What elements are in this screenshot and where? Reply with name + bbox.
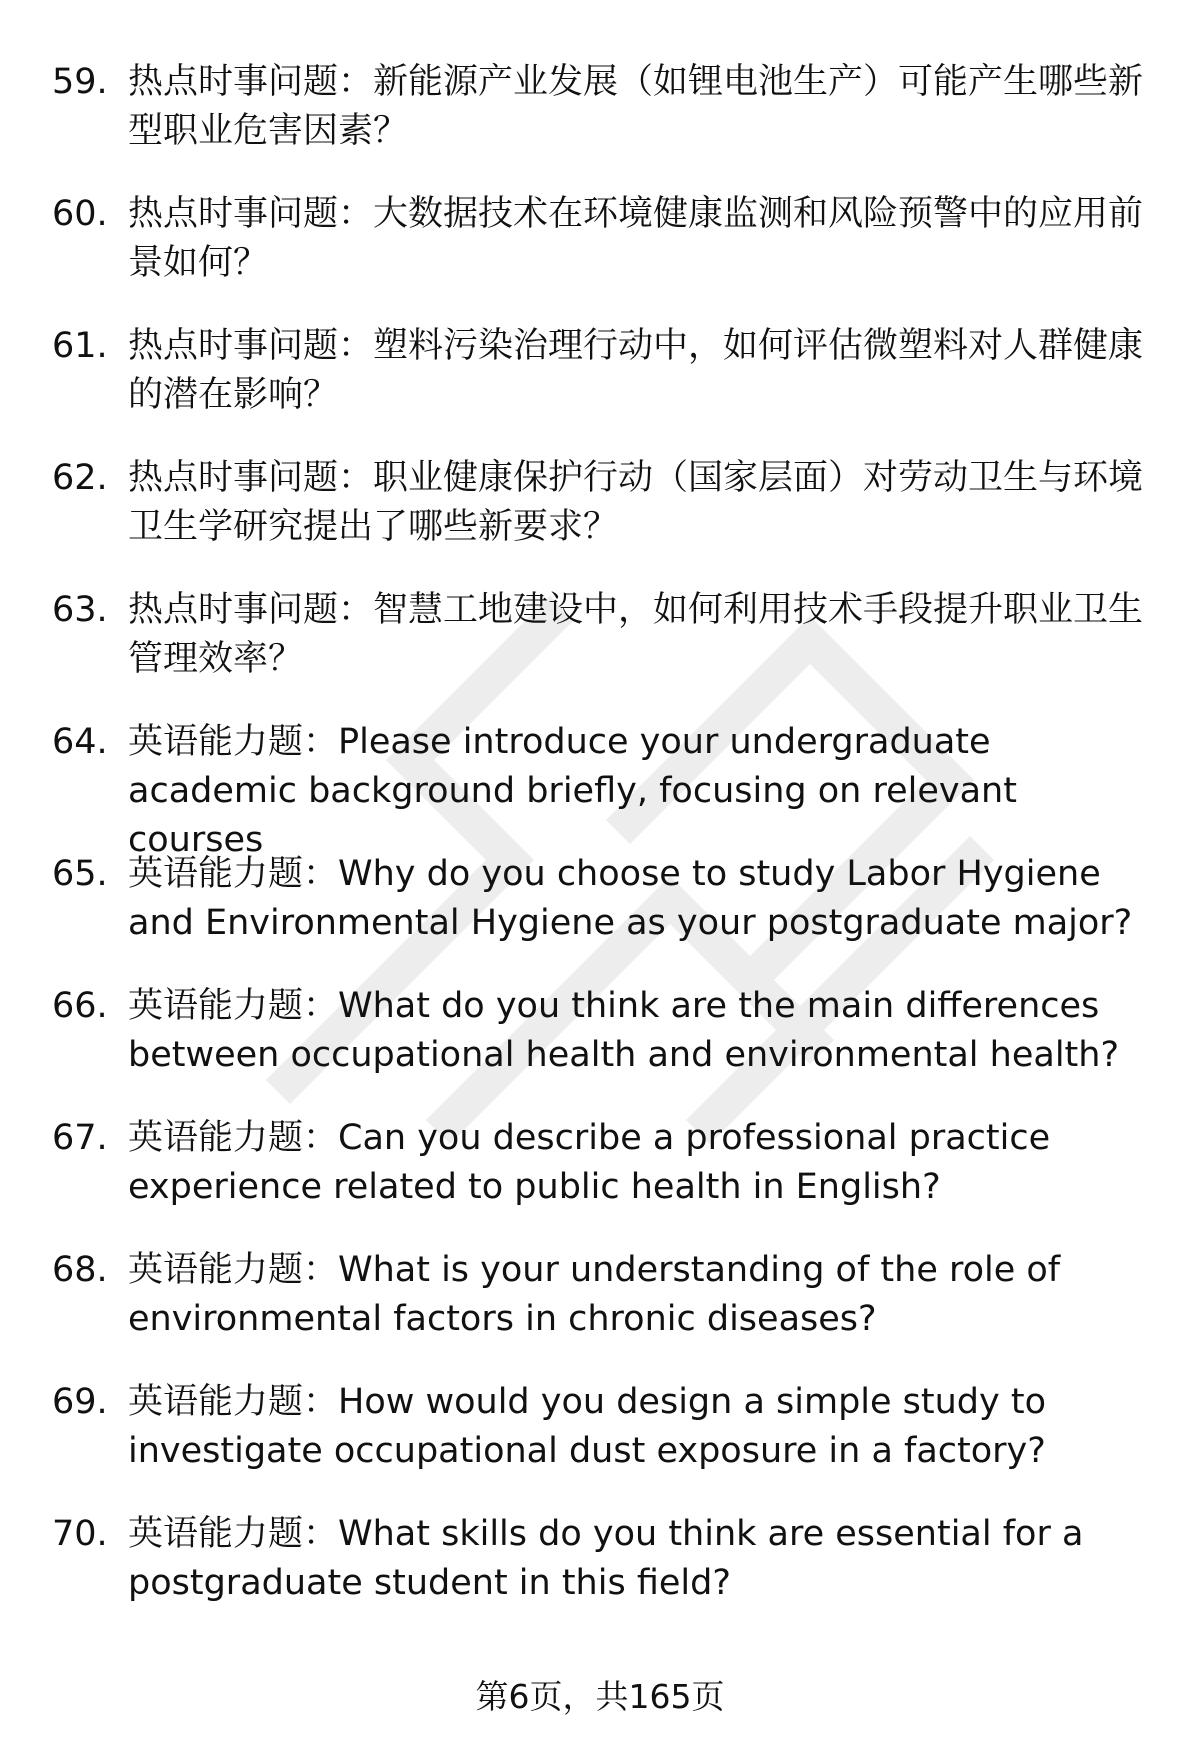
question-item (0, 1378, 1200, 1510)
question-number: 63. (52, 590, 108, 630)
question-text: 英语能力题：Please introduce your undergraduate academic background briefly, focusing on relevant courses (128, 722, 1017, 860)
question-number: 59. (52, 62, 108, 102)
question-item (0, 1246, 1200, 1378)
question-number: 64. (52, 722, 108, 762)
question-number: 70. (52, 1514, 108, 1554)
question-number: 69. (52, 1382, 108, 1422)
question-text: 英语能力题：What is your understanding of the role of environmental factors in chronic diseases? (128, 1250, 1061, 1339)
page-footer: 第6页，共165页 (475, 1677, 725, 1716)
question-text: 英语能力题：Why do you choose to study Labor Hygiene and Environmental Hygiene as your postgraduate major? (128, 854, 1133, 943)
question-item (0, 454, 1200, 586)
question-text: 热点时事问题：智慧工地建设中，如何利用技术手段提升职业卫生管理效率？ (128, 590, 1144, 679)
question-text: 热点时事问题：塑料污染治理行动中，如何评估微塑料对人群健康的潜在影响？ (128, 326, 1144, 415)
question-number: 68. (52, 1250, 108, 1290)
question-number: 62. (52, 458, 108, 498)
question-text: 热点时事问题：新能源产业发展（如锂电池生产）可能产生哪些新型职业危害因素？ (128, 62, 1144, 151)
question-number: 60. (52, 194, 108, 234)
question-item (0, 322, 1200, 454)
question-text: 热点时事问题：职业健康保护行动（国家层面）对劳动卫生与环境卫生学研究提出了哪些新要求？ (128, 458, 1144, 547)
question-text: 热点时事问题：大数据技术在环境健康监测和风险预警中的应用前景如何？ (128, 194, 1144, 283)
question-number: 61. (52, 326, 108, 366)
question-number: 65. (52, 854, 108, 894)
question-text: 英语能力题：What skills do you think are essential for a postgraduate student in this field? (128, 1514, 1084, 1603)
question-item (0, 1114, 1200, 1246)
question-text: 英语能力题：Can you describe a professional practice experience related to public health in English? (128, 1118, 1051, 1207)
question-item (0, 982, 1200, 1114)
question-list (0, 58, 1200, 1642)
question-item (0, 58, 1200, 190)
question-item (0, 850, 1200, 982)
question-text: 英语能力题：What do you think are the main differences between occupational health and environmental health? (128, 986, 1120, 1075)
question-text: 英语能力题：How would you design a simple study to investigate occupational dust exposure in a factory? (128, 1382, 1046, 1471)
question-item (0, 718, 1200, 860)
question-item (0, 586, 1200, 718)
question-item (0, 190, 1200, 322)
question-item (0, 1510, 1200, 1642)
question-number: 67. (52, 1118, 108, 1158)
question-number: 66. (52, 986, 108, 1026)
